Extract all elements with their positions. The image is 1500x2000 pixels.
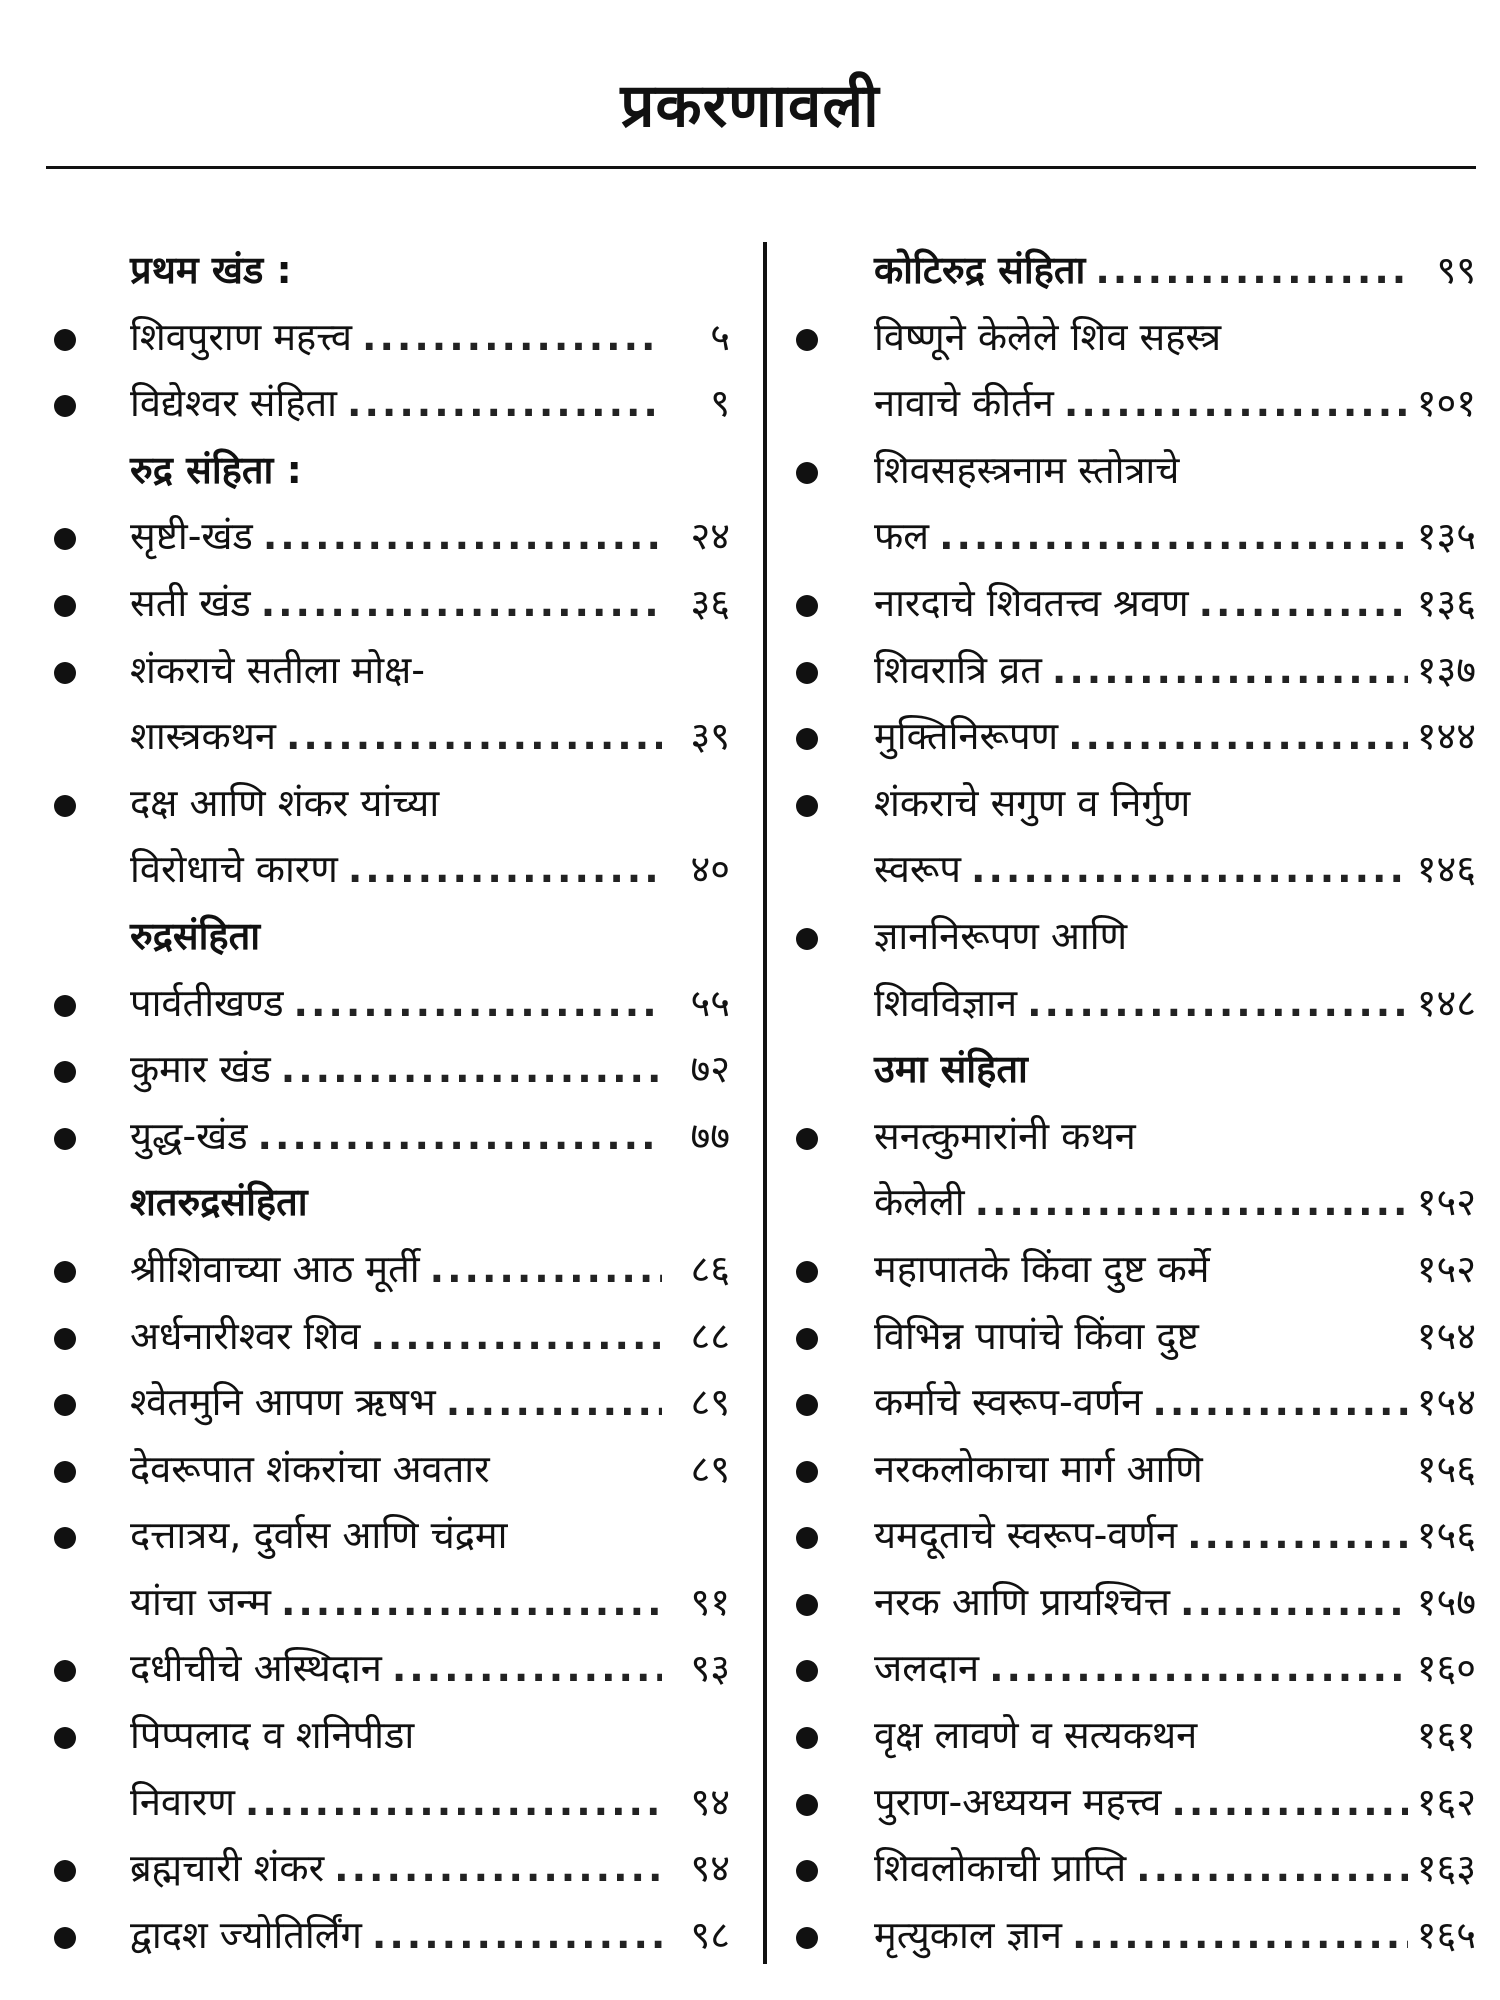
toc-right-column [796, 237, 1476, 1968]
toc-page-number: ८८ [690, 1313, 730, 1358]
toc-entry [796, 970, 1476, 1037]
toc-entry-label: केलेली [874, 1180, 965, 1225]
toc-entry [796, 703, 1476, 770]
toc-page-number: २४ [690, 514, 730, 559]
toc-entry-label: दत्तात्रय, दुर्वास आणि चंद्रमा [130, 1513, 508, 1558]
bullet-icon [796, 1461, 818, 1483]
toc-entry [796, 1769, 1476, 1836]
toc-entry-label: पार्वतीखण्ड [130, 980, 284, 1025]
toc-entry-label: मुक्तिनिरूपण [874, 714, 1059, 759]
bullet-icon [54, 1927, 76, 1949]
bullet-icon [54, 528, 76, 550]
toc-entry [796, 304, 1476, 371]
toc-entry-label: कोटिरुद्र संहिता [874, 248, 1086, 292]
toc-page-number: ९४ [690, 1846, 730, 1891]
toc-entry [796, 1569, 1476, 1636]
dot-leader [1052, 637, 1408, 704]
toc-page-number: १३७ [1416, 647, 1476, 692]
toc-entry [54, 1236, 730, 1303]
bullet-icon [796, 1860, 818, 1882]
toc-entry [796, 437, 1476, 504]
bullet-icon [796, 1128, 818, 1150]
toc-page-number: ७२ [690, 1047, 730, 1092]
toc-entry-label: अर्धनारीश्वर शिव [130, 1313, 361, 1358]
title-underline [46, 166, 1476, 169]
toc-entry [796, 903, 1476, 970]
bullet-icon [796, 795, 818, 817]
toc-entry [54, 1702, 730, 1769]
toc-entry-label: शिवरात्रि व्रत [874, 647, 1042, 692]
toc-page-number: ३९ [690, 714, 730, 759]
toc-entry-label: शिवलोकाची प्राप्ति [874, 1846, 1127, 1891]
dot-leader [286, 703, 662, 770]
toc-entry-label: नरक आणि प्रायश्चित्त [874, 1579, 1171, 1624]
dot-leader [430, 1236, 662, 1303]
toc-entry-label: द्वादश ज्योतिर्लिंग [130, 1912, 362, 1957]
dot-leader [362, 304, 662, 371]
dot-leader [939, 503, 1408, 570]
bullet-icon [54, 795, 76, 817]
toc-entry-label: दधीचीचे अस्थिदान [130, 1646, 382, 1691]
toc-page-number: १५४ [1416, 1380, 1476, 1425]
bullet-icon [796, 928, 818, 950]
toc-entry-label: सनत्कुमारांनी कथन [874, 1113, 1136, 1158]
dot-leader [971, 836, 1408, 903]
toc-entry [54, 370, 730, 437]
bullet-icon [796, 662, 818, 684]
toc-entry [796, 1169, 1476, 1236]
toc-entry [796, 1303, 1476, 1370]
toc-entry-label: यांचा जन्म [130, 1579, 271, 1624]
toc-entry-label: विद्येश्वर संहिता [130, 381, 338, 426]
toc-entry-label: फल [874, 514, 930, 559]
toc-entry-label: कर्माचे स्वरूप-वर्णन [874, 1380, 1143, 1425]
dot-leader [348, 836, 662, 903]
toc-entry-label: श्रीशिवाच्या आठ मूर्ती [130, 1246, 420, 1291]
toc-entry-label: नावाचे कीर्तन [874, 381, 1054, 426]
bullet-icon [54, 1328, 76, 1350]
toc-entry-label: सृष्टी-खंड [130, 514, 253, 559]
toc-entry-label: मृत्युकाल ज्ञान [874, 1912, 1062, 1957]
toc-page-number: ८६ [690, 1246, 730, 1291]
toc-entry [54, 1769, 730, 1836]
bullet-icon [796, 1328, 818, 1350]
toc-page-number: १६० [1416, 1646, 1476, 1691]
toc-page-number: ४० [690, 847, 730, 892]
toc-entry-label: श्वेतमुनि आपण ऋषभ [130, 1380, 436, 1425]
dot-leader [1064, 370, 1408, 437]
toc-entry [54, 1835, 730, 1902]
toc-page-number: १४६ [1416, 847, 1476, 892]
toc-page-number: ५५ [690, 980, 730, 1025]
bullet-icon [796, 1394, 818, 1416]
toc-entry [54, 570, 730, 637]
toc-entry-label: शिवविज्ञान [874, 980, 1018, 1025]
toc-entry [54, 703, 730, 770]
toc-page-number: ९९ [1436, 248, 1476, 292]
bullet-icon [796, 1794, 818, 1816]
toc-page-number: ९३ [690, 1646, 730, 1691]
dot-leader [1187, 1502, 1408, 1569]
dot-leader [1027, 970, 1408, 1037]
toc-entry-label: जलदान [874, 1646, 980, 1691]
bullet-icon [796, 1927, 818, 1949]
toc-entry-label: प्रथम खंड : [130, 248, 292, 292]
bullet-icon [796, 462, 818, 484]
toc-entry [54, 1436, 730, 1503]
toc-page-number: ७७ [690, 1113, 730, 1158]
toc-entry [54, 1902, 730, 1969]
bullet-icon [54, 1660, 76, 1682]
dot-leader [1180, 1569, 1408, 1636]
bullet-icon [54, 1727, 76, 1749]
bullet-icon [54, 395, 76, 417]
toc-page-number: ९४ [690, 1779, 730, 1824]
toc-entry-label: रुद्रसंहिता [130, 913, 261, 958]
toc-entry [796, 1835, 1476, 1902]
dot-leader [1152, 1369, 1408, 1436]
toc-entry [54, 1103, 730, 1170]
toc-page-number: ९१ [690, 1579, 730, 1624]
toc-entry [54, 1635, 730, 1702]
column-divider [763, 242, 767, 1964]
toc-entry-label: युद्ध-खंड [130, 1113, 248, 1158]
toc-entry [54, 770, 730, 837]
bullet-icon [54, 1461, 76, 1483]
toc-entry-label: शिवसहस्त्रनाम स्तोत्राचे [874, 447, 1180, 492]
dot-leader [294, 970, 662, 1037]
dot-leader [281, 1569, 662, 1636]
bullet-icon [796, 1261, 818, 1283]
bullet-icon [796, 1594, 818, 1616]
toc-page-number: १४४ [1416, 714, 1476, 759]
dot-leader [1068, 703, 1408, 770]
toc-entry-label: महापातके किंवा दुष्ट कर्मे [874, 1246, 1210, 1291]
toc-entry-label: निवारण [130, 1779, 235, 1824]
toc-page-number: ३६ [690, 580, 730, 625]
toc-entry-label: नरकलोकाचा मार्ग आणि [874, 1446, 1203, 1491]
bullet-icon [796, 1527, 818, 1549]
dot-leader [261, 570, 662, 637]
dot-leader [334, 1835, 662, 1902]
toc-page-number: १०१ [1416, 381, 1476, 426]
toc-entry-label: वृक्ष लावणे व सत्यकथन [874, 1713, 1198, 1758]
toc-entry [796, 570, 1476, 637]
toc-entry-label: शतरुद्रसंहिता [130, 1180, 308, 1225]
toc-page-number: १३६ [1416, 580, 1476, 625]
toc-page-number: १४८ [1416, 980, 1476, 1025]
toc-entry [796, 1702, 1476, 1769]
toc-entry [796, 1502, 1476, 1569]
bullet-icon [796, 595, 818, 617]
toc-entry-label: उमा संहिता [874, 1047, 1028, 1092]
toc-page-number: १५२ [1416, 1180, 1476, 1225]
toc-entry-label: दक्ष आणि शंकर यांच्या [130, 780, 440, 825]
toc-section-heading [796, 237, 1476, 304]
toc-entry-label: शंकराचे सगुण व निर्गुण [874, 780, 1191, 825]
toc-page-number: १५६ [1416, 1446, 1476, 1491]
toc-entry-label: सती खंड [130, 580, 251, 625]
bullet-icon [54, 1061, 76, 1083]
toc-entry-label: नारदाचे शिवतत्त्व श्रवण [874, 580, 1189, 625]
dot-leader [281, 1036, 662, 1103]
toc-entry [54, 1303, 730, 1370]
toc-entry [796, 503, 1476, 570]
toc-entry [796, 370, 1476, 437]
toc-entry [54, 1369, 730, 1436]
dot-leader [372, 1902, 662, 1969]
dot-leader [1095, 237, 1408, 304]
dot-leader [1199, 570, 1408, 637]
toc-entry-label: पिप्पलाद व शनिपीडा [130, 1713, 415, 1758]
toc-section-heading [54, 237, 730, 304]
toc-entry [54, 1502, 730, 1569]
dot-leader [370, 1303, 662, 1370]
toc-entry [54, 970, 730, 1037]
toc-entry-label: कुमार खंड [130, 1047, 271, 1092]
toc-entry [796, 1902, 1476, 1969]
toc-page-number: १६३ [1416, 1846, 1476, 1891]
bullet-icon [796, 728, 818, 750]
toc-page-number: १५२ [1416, 1246, 1476, 1291]
toc-entry-label: पुराण-अध्ययन महत्त्व [874, 1779, 1162, 1824]
toc-page-number: १३५ [1416, 514, 1476, 559]
toc-entry [54, 503, 730, 570]
toc-entry-label: विभिन्न पापांचे किंवा दुष्ट [874, 1313, 1199, 1358]
toc-entry [796, 1436, 1476, 1503]
dot-leader [975, 1169, 1408, 1236]
toc-page-number: १६५ [1416, 1912, 1476, 1957]
toc-page-number: १५४ [1416, 1313, 1476, 1358]
toc-page-number: १५७ [1416, 1579, 1476, 1624]
toc-entry [54, 836, 730, 903]
bullet-icon [54, 995, 76, 1017]
toc-entry [796, 770, 1476, 837]
toc-page-number: ८९ [690, 1446, 730, 1491]
toc-page-number: ५ [710, 314, 730, 359]
dot-leader [446, 1369, 662, 1436]
toc-page-number: १५६ [1416, 1513, 1476, 1558]
page-title: प्रकरणावली [620, 71, 880, 141]
bullet-icon [54, 1527, 76, 1549]
toc-entry [796, 1635, 1476, 1702]
bullet-icon [54, 1860, 76, 1882]
toc-entry-label: विरोधाचे कारण [130, 847, 338, 892]
toc-page-number: १६२ [1416, 1779, 1476, 1824]
toc-entry [54, 637, 730, 704]
dot-leader [263, 503, 662, 570]
toc-page-number: ९८ [690, 1912, 730, 1957]
toc-entry-label: शास्त्रकथन [130, 714, 276, 759]
bullet-icon [54, 1394, 76, 1416]
bullet-icon [54, 595, 76, 617]
dot-leader [1136, 1835, 1408, 1902]
bullet-icon [796, 329, 818, 351]
dot-leader [245, 1769, 662, 1836]
bullet-icon [54, 1128, 76, 1150]
dot-leader [392, 1635, 662, 1702]
toc-page-number: ९ [710, 381, 730, 426]
bullet-icon [796, 1660, 818, 1682]
toc-entry-label: विष्णूने केलेले शिव सहस्त्र [874, 314, 1222, 359]
toc-entry-label: शिवपुराण महत्त्व [130, 314, 353, 359]
toc-entry [796, 1369, 1476, 1436]
bullet-icon [54, 1261, 76, 1283]
toc-entry [796, 836, 1476, 903]
toc-entry [54, 304, 730, 371]
toc-page-number: ८९ [690, 1380, 730, 1425]
dot-leader [1171, 1769, 1408, 1836]
toc-entry [796, 1103, 1476, 1170]
toc-entry-label: यमदूताचे स्वरूप-वर्णन [874, 1513, 1178, 1558]
dot-leader [347, 370, 662, 437]
toc-entry-label: ज्ञाननिरूपण आणि [874, 913, 1128, 958]
toc-entry-label: शंकराचे सतीला मोक्ष- [130, 647, 426, 692]
bullet-icon [54, 662, 76, 684]
dot-leader [258, 1103, 662, 1170]
toc-section-heading [796, 1036, 1476, 1103]
toc-left-column [54, 237, 730, 1968]
bullet-icon [54, 329, 76, 351]
toc-entry-label: रुद्र संहिता : [130, 447, 302, 492]
toc-entry [54, 1569, 730, 1636]
toc-entry [54, 1036, 730, 1103]
toc-section-heading [54, 1169, 730, 1236]
toc-page-number: १६१ [1416, 1713, 1476, 1758]
bullet-icon [796, 1727, 818, 1749]
toc-section-heading [54, 437, 730, 504]
toc-section-heading [54, 903, 730, 970]
toc-entry-label: देवरूपात शंकरांचा अवतार [130, 1446, 490, 1491]
toc-entry-label: स्वरूप [874, 847, 962, 892]
toc-entry [796, 637, 1476, 704]
toc-entry-label: ब्रह्मचारी शंकर [130, 1846, 325, 1891]
dot-leader [989, 1635, 1408, 1702]
toc-entry [796, 1236, 1476, 1303]
dot-leader [1072, 1902, 1408, 1969]
